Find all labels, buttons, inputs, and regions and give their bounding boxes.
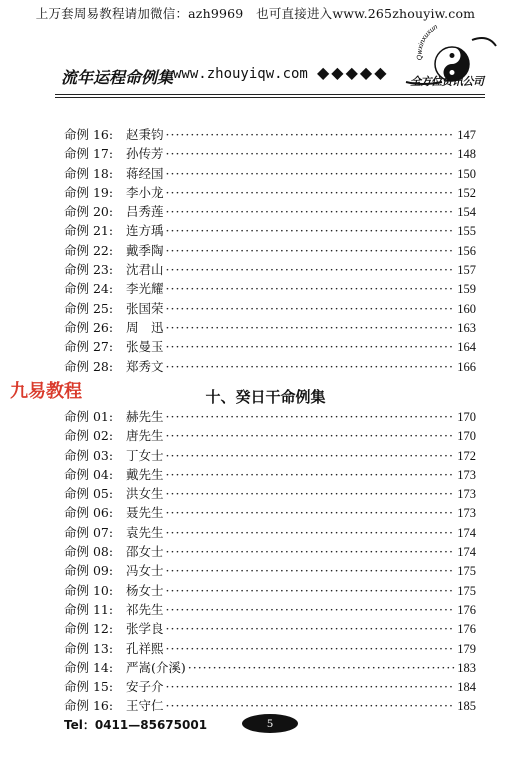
toc-entry-page: 159 [457, 282, 476, 297]
toc-entry-page: 164 [457, 340, 476, 355]
toc-entry-name: 孔祥熙 [126, 640, 164, 656]
toc-entry [64, 561, 476, 580]
toc-entry [64, 144, 476, 163]
toc-entry-label: 命例 28: [64, 358, 114, 374]
toc-leader-dots [166, 127, 456, 142]
toc-leader-dots [166, 544, 456, 559]
toc-entry [64, 658, 476, 677]
toc-entry-page: 148 [457, 147, 476, 162]
toc-entry-name: 孙传芳 [126, 146, 164, 162]
toc-entry-label: 命例 21: [64, 223, 114, 239]
toc-leader-dots [166, 467, 456, 482]
toc-entry-page: 185 [457, 699, 476, 714]
toc-entry-name: 安子介 [126, 679, 164, 695]
toc-entry-name: 邵女士 [126, 544, 164, 560]
toc-entry [64, 523, 476, 542]
svg-text:Qwxinxuxun [416, 24, 439, 61]
toc-leader-dots [166, 223, 456, 238]
toc-entry-page: 166 [457, 359, 476, 374]
toc-entry [64, 260, 476, 279]
toc-list-1 [64, 125, 476, 376]
toc-entry-name: 洪女生 [126, 486, 164, 502]
toc-leader-dots [166, 525, 456, 540]
toc-entry [64, 696, 476, 715]
toc-entry-page: 156 [457, 243, 476, 258]
toc-entry-page: 172 [457, 448, 476, 463]
toc-entry-name: 聂先生 [126, 505, 164, 521]
toc-entry-name: 吕秀莲 [126, 204, 164, 220]
toc-entry-label: 命例 26: [64, 319, 114, 335]
toc-entry [64, 125, 476, 144]
toc-leader-dots [166, 602, 456, 617]
toc-leader-dots [166, 486, 456, 501]
toc-entry-name: 郑秀文 [126, 358, 164, 374]
toc-entry-name: 张国荣 [126, 300, 164, 316]
toc-leader-dots [166, 583, 456, 598]
toc-entry-page: 174 [457, 545, 476, 560]
toc-entry-label: 命例 13: [64, 640, 114, 656]
toc-entry [64, 279, 476, 298]
toc-entry-name: 唐先生 [126, 428, 164, 444]
toc-leader-dots [166, 448, 456, 463]
header-rule-bottom [55, 97, 485, 98]
toc-entry-page: 173 [457, 487, 476, 502]
toc-entry-page: 163 [457, 320, 476, 335]
toc-entry-page: 170 [457, 429, 476, 444]
toc-entry [64, 407, 476, 426]
toc-leader-dots [166, 281, 456, 296]
toc-entry-label: 命例 22: [64, 242, 114, 258]
toc-entry-page: 173 [457, 506, 476, 521]
toc-leader-dots [166, 185, 456, 200]
toc-entry-page: 183 [457, 660, 476, 675]
toc-entry-page: 176 [457, 622, 476, 637]
footer-tel: Tel：0411—85675001 [64, 718, 208, 732]
toc-entry-name: 周 迅 [126, 319, 164, 335]
toc-entry [64, 299, 476, 318]
toc-entry-name: 连方瑀 [126, 223, 164, 239]
toc-entry [64, 465, 476, 484]
toc-entry [64, 581, 476, 600]
toc-leader-dots [166, 563, 456, 578]
logo-text: 全方位资讯公司 [410, 75, 484, 88]
toc-leader-dots [166, 339, 456, 354]
toc-entry-name: 张学良 [126, 621, 164, 637]
toc-entry [64, 639, 476, 658]
toc-leader-dots [166, 409, 456, 424]
toc-entry [64, 600, 476, 619]
toc-entry-label: 命例 23: [64, 262, 114, 278]
toc-leader-dots [188, 660, 455, 675]
toc-leader-dots [166, 320, 456, 335]
toc-entry-name: 李光耀 [126, 281, 164, 297]
toc-entry-name: 袁先生 [126, 524, 164, 540]
watermark-text: 九易教程 [10, 381, 82, 402]
toc-entry [64, 337, 476, 356]
toc-entry [64, 318, 476, 337]
toc-entry-page: 150 [457, 166, 476, 181]
toc-leader-dots [166, 262, 456, 277]
toc-entry-name: 冯女士 [126, 563, 164, 579]
toc-entry-label: 命例 03: [64, 447, 114, 463]
toc-entry-name: 丁女士 [126, 447, 164, 463]
toc-entry-label: 命例 01: [64, 409, 114, 424]
toc-entry-page: 174 [457, 525, 476, 540]
toc-entry-label: 命例 16: [64, 127, 114, 142]
page-header [55, 62, 445, 88]
toc-entry-name: 严嵩(介溪) [126, 659, 186, 675]
top-banner: 上万套周易教程请加微信：azh9969 也可直接进入www.265zhouyiw.com [35, 6, 476, 21]
logo-arc-text: Qwxinxuxun [416, 23, 440, 61]
toc-entry-page: 175 [457, 564, 476, 579]
toc-leader-dots [166, 146, 456, 161]
toc-entry [64, 426, 476, 445]
toc-entry-label: 命例 10: [64, 582, 114, 598]
toc-entry [64, 503, 476, 522]
toc-entry-name: 赫先生 [126, 409, 164, 424]
toc-list-2 [64, 407, 476, 716]
toc-entry-name: 张曼玉 [126, 339, 164, 355]
toc-entry [64, 164, 476, 183]
book-title: 流年运程命例集 [61, 68, 174, 87]
toc-entry-label: 命例 05: [64, 486, 114, 502]
toc-entry-name: 赵秉钧 [126, 127, 164, 142]
toc-entry-name: 李小龙 [126, 184, 164, 200]
toc-entry-label: 命例 14: [64, 659, 114, 675]
toc-entry-label: 命例 25: [64, 300, 114, 316]
toc-entry-label: 命例 06: [64, 505, 114, 521]
toc-entry-name: 沈君山 [126, 262, 164, 278]
toc-entry [64, 484, 476, 503]
toc-leader-dots [166, 428, 456, 443]
toc-leader-dots [166, 621, 456, 636]
toc-entry-label: 命例 20: [64, 204, 114, 220]
toc-entry-page: 160 [457, 301, 476, 316]
toc-leader-dots [166, 679, 456, 694]
toc-entry-page: 157 [457, 263, 476, 278]
toc-leader-dots [166, 204, 456, 219]
toc-entry-label: 命例 08: [64, 544, 114, 560]
toc-entry [64, 241, 476, 260]
toc-entry-label: 命例 27: [64, 339, 114, 355]
toc-entry-label: 命例 17: [64, 146, 114, 162]
toc-leader-dots [166, 698, 456, 713]
toc-entry [64, 542, 476, 561]
toc-entry-page: 173 [457, 467, 476, 482]
toc-entry-label: 命例 16: [64, 698, 114, 714]
toc-leader-dots [166, 243, 456, 258]
toc-entry-page: 170 [457, 410, 476, 424]
toc-entry [64, 446, 476, 465]
toc-entry-page: 155 [457, 224, 476, 239]
toc-entry-label: 命例 15: [64, 679, 114, 695]
toc-entry [64, 357, 476, 376]
toc-entry-label: 命例 24: [64, 281, 114, 297]
toc-entry-page: 179 [457, 641, 476, 656]
header-url: www.zhouyiqw.com [173, 66, 308, 82]
toc-entry-page: 152 [457, 185, 476, 200]
toc-entry-label: 命例 12: [64, 621, 114, 637]
toc-entry-name: 戴先生 [126, 466, 164, 482]
toc-entry [64, 183, 476, 202]
toc-entry [64, 619, 476, 638]
toc-entry [64, 202, 476, 221]
toc-entry-label: 命例 18: [64, 165, 114, 181]
toc-entry-label: 命例 11: [64, 601, 114, 617]
toc-entry-page: 176 [457, 602, 476, 617]
toc-entry [64, 221, 476, 240]
diamond-ornament: ◆◆◆◆◆ [317, 63, 389, 82]
toc-entry-label: 命例 07: [64, 524, 114, 540]
toc-entry-name: 蒋经国 [126, 165, 164, 181]
toc-entry-name: 王守仁 [126, 698, 164, 714]
toc-entry-page: 175 [457, 583, 476, 598]
toc-entry-name: 杨女士 [126, 582, 164, 598]
toc-entry-label: 命例 09: [64, 563, 114, 579]
header-rule-top [55, 94, 485, 95]
toc-entry [64, 677, 476, 696]
section-title: 十、癸日干命例集 [205, 388, 326, 406]
toc-entry-name: 祁先生 [126, 601, 164, 617]
toc-entry-page: 154 [457, 205, 476, 220]
toc-entry-page: 184 [457, 680, 476, 695]
toc-entry-label: 命例 04: [64, 466, 114, 482]
toc-entry-label: 命例 02: [64, 428, 114, 444]
toc-leader-dots [166, 359, 456, 374]
toc-entry-label: 命例 19: [64, 184, 114, 200]
toc-leader-dots [166, 166, 456, 181]
toc-leader-dots [166, 505, 456, 520]
toc-leader-dots [166, 641, 456, 656]
page-number: 5 [242, 714, 298, 733]
toc-entry-page: 147 [457, 128, 476, 142]
toc-entry-name: 戴季陶 [126, 242, 164, 258]
toc-leader-dots [166, 301, 456, 316]
